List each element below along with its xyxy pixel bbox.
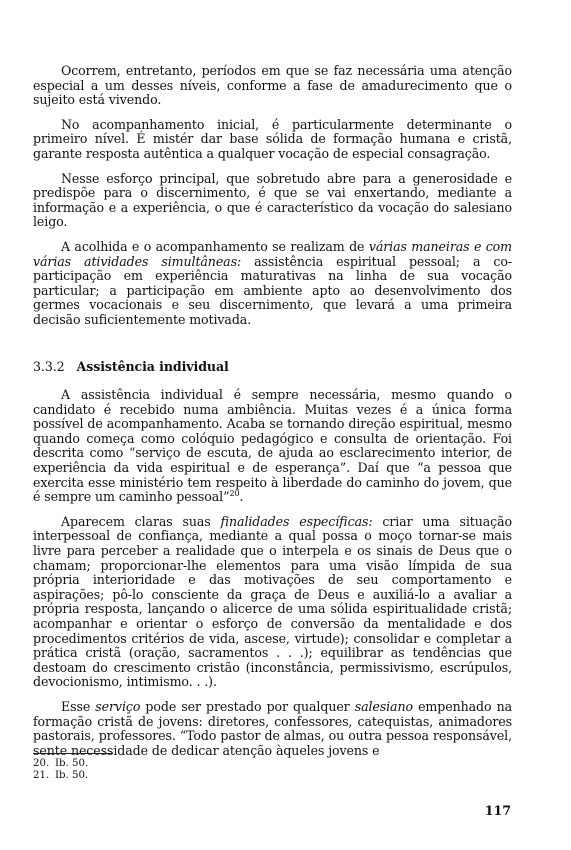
- body-text: [33, 64, 512, 758]
- paragraph-7-emphasis-2: salesiano: [354, 698, 413, 714]
- paragraph-7-start: Esse: [61, 698, 96, 714]
- paragraph-5-text: A assistência individual é sempre necessária, mesmo quando o candidato é recebido numa ambiência. Muitas vezes é a única forma possível de acompanhamento. Acaba se tornando direção espiritual, mesmo quando começa como colóquio pedagógico e consulta de orientação. Foi descrita como “serviço de escuta, de ajuda ao esclarecimento interior, de experiência da vida espiritual e de esperança”. Daí que “a pessoa que exercita esse ministério tem respeito à liberdade do caminho do jovem, que é sempre um caminho pessoal”: [33, 387, 512, 505]
- footnote-number: 20.: [33, 758, 50, 769]
- paragraph-1: Ocorrem, entretanto, períodos em que se faz necessária uma atenção especial a um desses níveis, conforme a fase de amadurecimento que o sujeito está vivendo.: [33, 63, 512, 108]
- paragraph-2: No acompanhamento inicial, é particularmente determinante o primeiro nível. É mistér dar base sólida de formação humana e cristã, garante resposta autêntica a qualquer vocação de especial consagração.: [33, 116, 512, 161]
- footnote-number: 21.: [33, 770, 50, 781]
- paragraph-6-start: Aparecem claras suas: [61, 513, 221, 529]
- paragraph-6-emphasis: finalidades específicas:: [220, 513, 373, 529]
- footnote-divider: [33, 753, 113, 754]
- paragraph-7-end: empenhado na formação cristã de jovens: diretores, confessores, catequistas, animadores pastorais, professores. “Todo pastor de almas, ou outra pessoa responsável, sente necessidade de dedicar atenção àqueles jovens e: [33, 698, 512, 758]
- paragraph-3: Nesse esforço principal, que sobretudo abre para a generosidade e predispõe para o discernimento, é que se vai enxertando, mediante a informação e a experiência, o que é característico da vocação do salesiano leigo.: [33, 170, 512, 230]
- paragraph-7-emphasis-1: serviço: [95, 698, 141, 714]
- paragraph-7: [33, 700, 512, 758]
- paragraph-7-mid: pode ser prestado por qualquer: [140, 698, 355, 714]
- section-number: 3.3.2: [33, 358, 65, 374]
- paragraph-4: [33, 240, 512, 328]
- footnotes: [33, 758, 88, 782]
- footnote-ref-20[interactable]: 20: [229, 489, 240, 499]
- footnote-21: [33, 770, 88, 782]
- paragraph-5: [33, 388, 512, 505]
- section-title: Assistência individual: [76, 358, 229, 374]
- section-heading: [33, 360, 512, 375]
- paragraph-6-end: criar uma situação interpessoal de confiança, mediante a qual possa o moço tornar-se mais livre para perceber a realidade que o interpela e os sinais de Deus que o chamam; proporcionar-lhe elementos para uma visão límpida de sua própria interioridade e das motivações de seu comportamento e aspirações; pô-lo consciente da graça de Deus e auxiliá-lo a avaliar a própria resposta, lançando o alicerce de uma sólida espiritualidade cristã; acompanhar e orientar o esforço de conversão da mentalidade e dos procedimentos critérios de vida, ascese, virtude); consolidar e completar a prática cristã (oração, sacramentos . . .); equilibrar as tendências que destoam do crescimento cristão (inconstância, permissivismo, escrúpulos, devocionismo, intimismo. . .).: [33, 513, 512, 690]
- paragraph-4-end: assistência espiritual pessoal; a co-participação em experiência maturativas na linha de sua vocação particular; a participação em ambiente apto ao desenvolvimento dos germes vocacionais e seu discernimento, que levará a uma primeira decisão suficientemente motivada.: [33, 253, 512, 327]
- paragraph-5-period: .: [239, 489, 244, 505]
- page-number: 117: [484, 803, 511, 818]
- footnote-20: [33, 758, 88, 770]
- footnote-text: Ib. 50.: [55, 758, 89, 769]
- paragraph-4-start: A acolhida e o acompanhamento se realizam de: [61, 238, 369, 254]
- paragraph-6: [33, 515, 512, 690]
- footnote-text: Ib. 50.: [55, 770, 89, 781]
- paragraph-4-emphasis: várias maneiras e com várias atividades simultâneas:: [33, 238, 512, 269]
